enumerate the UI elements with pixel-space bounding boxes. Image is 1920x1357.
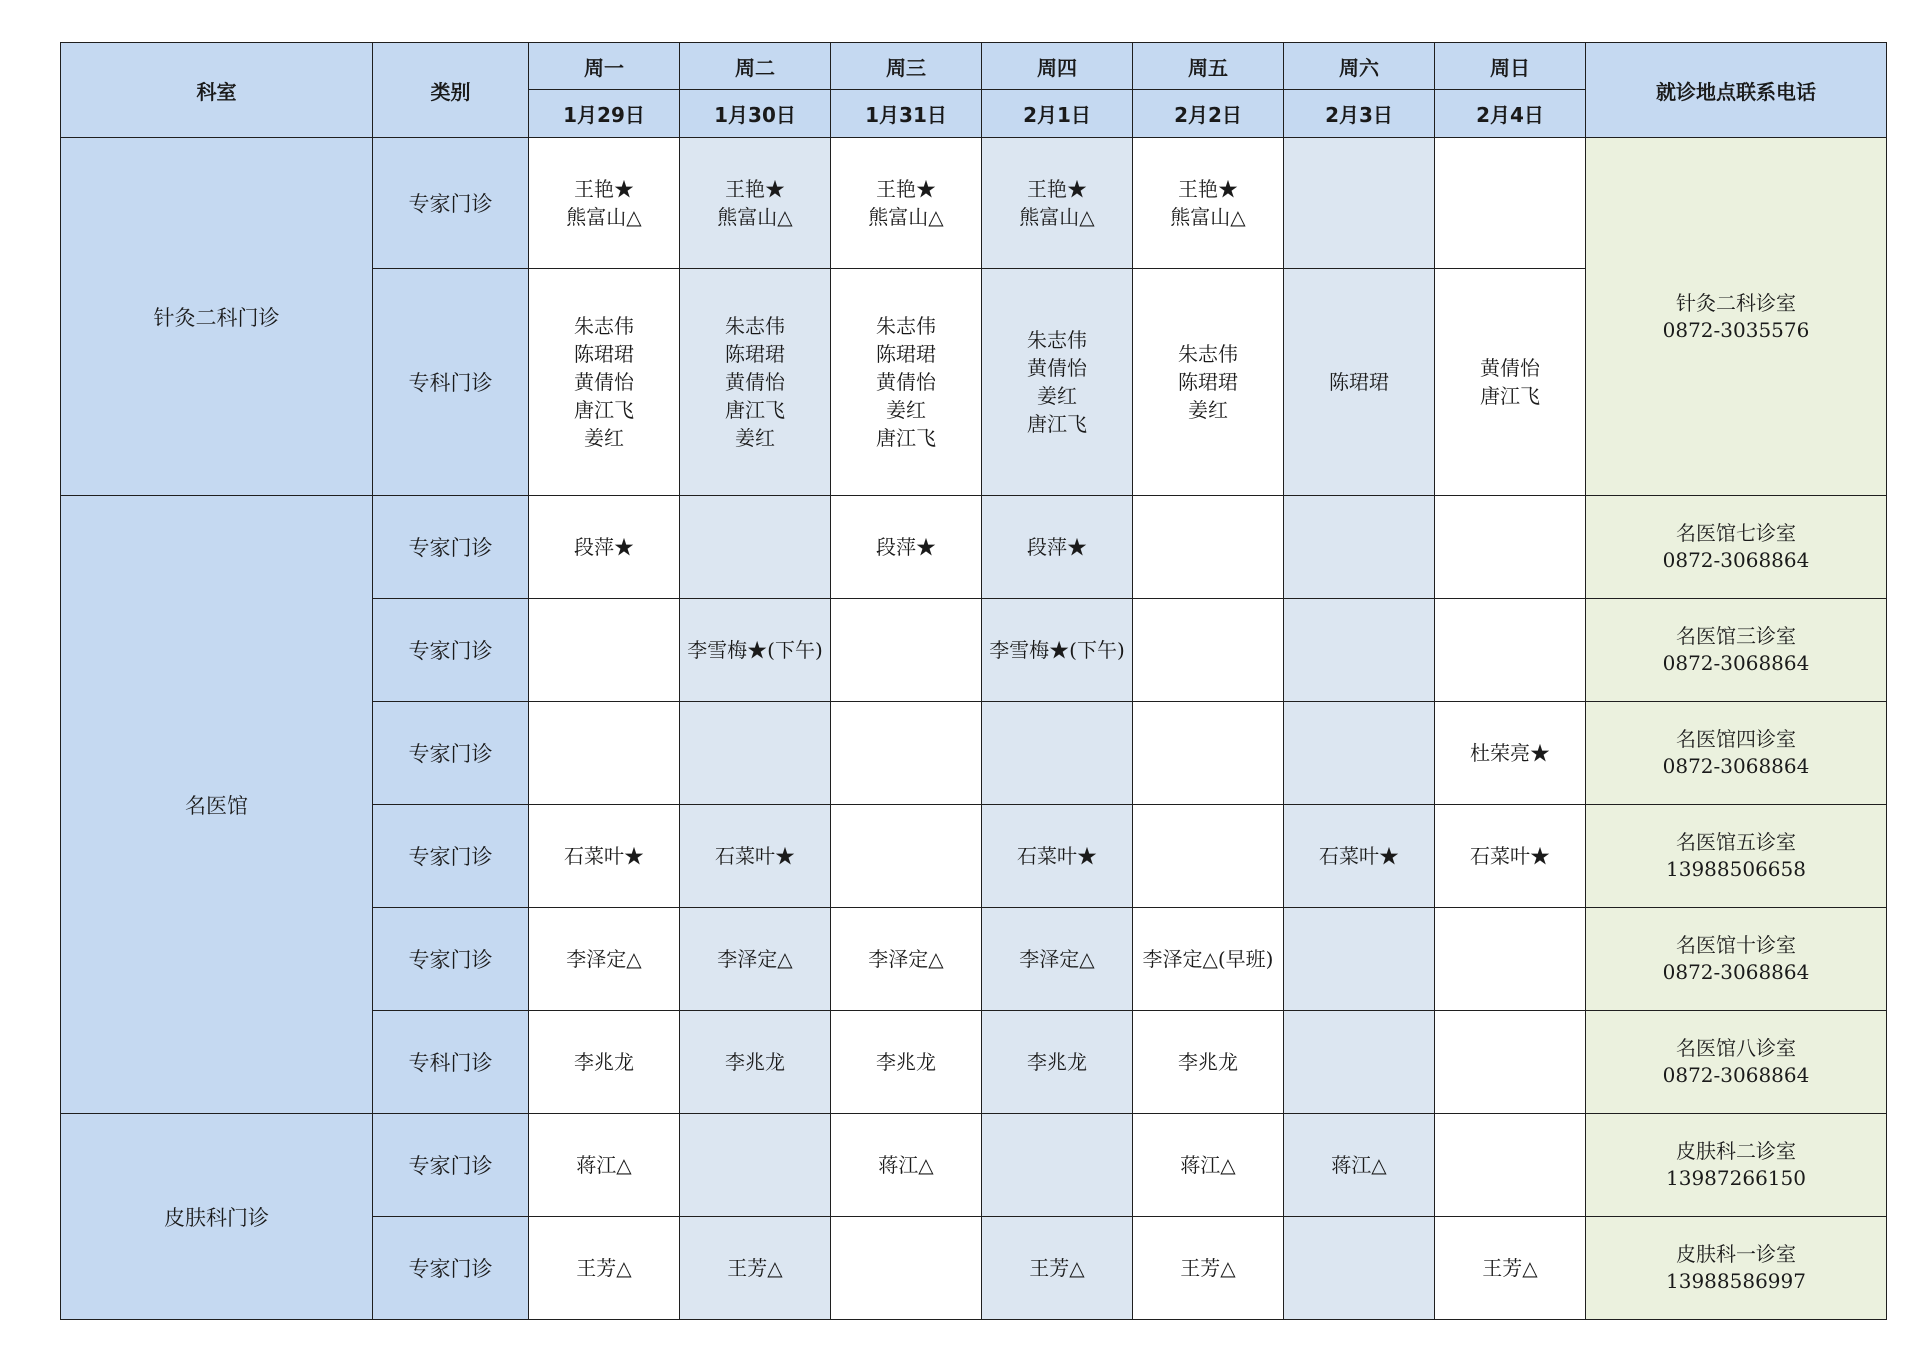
location-name: 皮肤科二诊室 (1676, 1139, 1796, 1163)
schedule-cell-sun (1435, 269, 1586, 496)
doctor-name: 姜红 (1188, 398, 1228, 422)
schedule-cell-wed (831, 1011, 982, 1114)
schedule-cell-tue (680, 269, 831, 496)
schedule-cell-tue (680, 1114, 831, 1217)
schedule-cell-wed (831, 269, 982, 496)
location-contact-cell (1586, 496, 1887, 599)
doctor-name: 李泽定△(早班) (1142, 947, 1274, 971)
doctor-name: 黄倩怡 (574, 370, 634, 394)
schedule-cell-mon (529, 496, 680, 599)
weekday-header-sun: 周日 (1435, 43, 1586, 90)
schedule-cell-mon (529, 269, 680, 496)
schedule-cell-fri (1133, 702, 1284, 805)
location-name: 名医馆五诊室 (1676, 830, 1796, 854)
doctor-name: 王芳△ (1482, 1256, 1538, 1280)
weekday-header-tue: 周二 (680, 43, 831, 90)
department-name: 名医馆 (61, 496, 373, 1114)
schedule-cell-tue (680, 599, 831, 702)
schedule-cell-thu (982, 138, 1133, 269)
schedule-cell-thu (982, 496, 1133, 599)
schedule-cell-tue (680, 908, 831, 1011)
schedule-cell-fri (1133, 1114, 1284, 1217)
doctor-name: 王艳★ (1027, 177, 1087, 201)
doctor-name: 石菜叶★ (1319, 844, 1399, 868)
date-header-tue: 1月30日 (680, 90, 831, 138)
doctor-name: 朱志伟 (1178, 342, 1238, 366)
location-name: 皮肤科一诊室 (1676, 1242, 1796, 1266)
doctor-name: 李泽定△ (1019, 947, 1095, 971)
doctor-name: 王芳△ (1180, 1256, 1236, 1280)
category-cell: 专科门诊 (373, 269, 529, 496)
schedule-cell-sat (1284, 908, 1435, 1011)
doctor-name: 蒋江△ (878, 1153, 934, 1177)
doctor-name: 王芳△ (576, 1256, 632, 1280)
category-cell: 专家门诊 (373, 805, 529, 908)
schedule-cell-tue (680, 496, 831, 599)
doctor-name: 李雪梅★(下午) (989, 638, 1125, 662)
schedule-cell-sat (1284, 599, 1435, 702)
category-cell: 专家门诊 (373, 1114, 529, 1217)
category-cell: 专科门诊 (373, 1011, 529, 1114)
doctor-name: 王艳★ (1178, 177, 1238, 201)
doctor-name: 陈珺珺 (1178, 370, 1238, 394)
schedule-cell-tue (680, 702, 831, 805)
weekday-header-mon: 周一 (529, 43, 680, 90)
location-contact-cell (1586, 702, 1887, 805)
schedule-cell-sun (1435, 138, 1586, 269)
department-name: 针灸二科门诊 (61, 138, 373, 496)
doctor-name: 唐江飞 (1480, 384, 1540, 408)
schedule-cell-sun (1435, 1217, 1586, 1320)
date-header-thu: 2月1日 (982, 90, 1133, 138)
contact-phone: 0872-3068864 (1662, 1063, 1810, 1087)
doctor-name: 黄倩怡 (1027, 356, 1087, 380)
doctor-name: 姜红 (584, 426, 624, 450)
department-header: 科室 (61, 43, 373, 138)
doctor-name: 王艳★ (725, 177, 785, 201)
schedule-cell-wed (831, 1114, 982, 1217)
schedule-body (61, 138, 1887, 1320)
doctor-name: 李泽定△ (868, 947, 944, 971)
location-contact-cell (1586, 1114, 1887, 1217)
doctor-name: 李兆龙 (876, 1050, 936, 1074)
schedule-cell-thu (982, 1217, 1133, 1320)
doctor-name: 唐江飞 (574, 398, 634, 422)
doctor-name: 熊富山△ (1019, 205, 1095, 229)
doctor-name: 石菜叶★ (1470, 844, 1550, 868)
schedule-cell-mon (529, 1217, 680, 1320)
schedule-cell-mon (529, 1011, 680, 1114)
schedule-cell-tue (680, 1217, 831, 1320)
doctor-name: 唐江飞 (876, 426, 936, 450)
schedule-cell-sat (1284, 1217, 1435, 1320)
doctor-name: 王艳★ (876, 177, 936, 201)
schedule-cell-mon (529, 908, 680, 1011)
doctor-name: 唐江飞 (1027, 412, 1087, 436)
category-cell: 专家门诊 (373, 702, 529, 805)
doctor-name: 蒋江△ (576, 1153, 632, 1177)
doctor-name: 黄倩怡 (876, 370, 936, 394)
doctor-name: 熊富山△ (1170, 205, 1246, 229)
location-name: 针灸二科诊室 (1676, 290, 1796, 315)
location-name: 名医馆四诊室 (1676, 727, 1796, 751)
schedule-cell-mon (529, 599, 680, 702)
location-contact-cell (1586, 805, 1887, 908)
schedule-cell-thu (982, 805, 1133, 908)
contact-phone: 0872-3068864 (1662, 960, 1810, 984)
schedule-cell-wed (831, 138, 982, 269)
schedule-cell-thu (982, 599, 1133, 702)
location-name: 名医馆七诊室 (1676, 521, 1796, 545)
table-row (61, 496, 1887, 599)
doctor-name: 段萍★ (574, 535, 634, 559)
schedule-cell-sun (1435, 1114, 1586, 1217)
doctor-name: 王艳★ (574, 177, 634, 201)
doctor-name: 熊富山△ (566, 205, 642, 229)
table-row (61, 138, 1887, 269)
doctor-name: 唐江飞 (725, 398, 785, 422)
contact-phone: 0872-3068864 (1662, 754, 1810, 778)
schedule-cell-sat (1284, 702, 1435, 805)
schedule-cell-sat (1284, 269, 1435, 496)
schedule-cell-tue (680, 138, 831, 269)
doctor-name: 黄倩怡 (725, 370, 785, 394)
contact-phone: 13988506658 (1666, 857, 1806, 881)
doctor-name: 蒋江△ (1331, 1153, 1387, 1177)
doctor-name: 陈珺珺 (1329, 370, 1389, 394)
schedule-cell-sat (1284, 1011, 1435, 1114)
schedule-cell-sun (1435, 496, 1586, 599)
doctor-name: 石菜叶★ (564, 844, 644, 868)
schedule-cell-fri (1133, 269, 1284, 496)
doctor-name: 李雪梅★(下午) (687, 638, 823, 662)
schedule-cell-sat (1284, 805, 1435, 908)
doctor-name: 朱志伟 (574, 314, 634, 338)
date-header-fri: 2月2日 (1133, 90, 1284, 138)
location-contact-cell (1586, 908, 1887, 1011)
location-contact-cell (1586, 138, 1887, 496)
schedule-cell-thu (982, 908, 1133, 1011)
department-name: 皮肤科门诊 (61, 1114, 373, 1320)
schedule-cell-sun (1435, 805, 1586, 908)
doctor-name: 王芳△ (1029, 1256, 1085, 1280)
date-header-mon: 1月29日 (529, 90, 680, 138)
location-contact-cell (1586, 599, 1887, 702)
doctor-name: 熊富山△ (868, 205, 944, 229)
doctor-name: 王芳△ (727, 1256, 783, 1280)
doctor-name: 陈珺珺 (574, 342, 634, 366)
weekday-header-fri: 周五 (1133, 43, 1284, 90)
schedule-cell-fri (1133, 908, 1284, 1011)
location-contact-cell (1586, 1217, 1887, 1320)
schedule-cell-mon (529, 138, 680, 269)
schedule-cell-sun (1435, 1011, 1586, 1114)
doctor-name: 陈珺珺 (876, 342, 936, 366)
category-cell: 专家门诊 (373, 599, 529, 702)
schedule-cell-sun (1435, 702, 1586, 805)
category-cell: 专家门诊 (373, 138, 529, 269)
schedule-cell-thu (982, 1011, 1133, 1114)
schedule-table (60, 42, 1887, 1320)
doctor-name: 李泽定△ (566, 947, 642, 971)
doctor-name: 朱志伟 (725, 314, 785, 338)
doctor-name: 李兆龙 (574, 1050, 634, 1074)
doctor-name: 段萍★ (1027, 535, 1087, 559)
doctor-name: 姜红 (735, 426, 775, 450)
doctor-name: 黄倩怡 (1480, 356, 1540, 380)
schedule-cell-thu (982, 269, 1133, 496)
doctor-name: 李兆龙 (1178, 1050, 1238, 1074)
location-name: 名医馆十诊室 (1676, 933, 1796, 957)
location-name: 名医馆三诊室 (1676, 624, 1796, 648)
doctor-name: 段萍★ (876, 535, 936, 559)
location-name: 名医馆八诊室 (1676, 1036, 1796, 1060)
date-header-wed: 1月31日 (831, 90, 982, 138)
doctor-name: 朱志伟 (1027, 328, 1087, 352)
schedule-cell-fri (1133, 496, 1284, 599)
schedule-cell-wed (831, 599, 982, 702)
schedule-cell-fri (1133, 1011, 1284, 1114)
weekday-header-thu: 周四 (982, 43, 1133, 90)
schedule-cell-mon (529, 702, 680, 805)
doctor-name: 朱志伟 (876, 314, 936, 338)
doctor-name: 李兆龙 (1027, 1050, 1087, 1074)
weekday-header-sat: 周六 (1284, 43, 1435, 90)
schedule-cell-sat (1284, 496, 1435, 599)
doctor-name: 石菜叶★ (715, 844, 795, 868)
doctor-name: 杜荣亮★ (1470, 741, 1550, 765)
date-header-sat: 2月3日 (1284, 90, 1435, 138)
doctor-name: 李兆龙 (725, 1050, 785, 1074)
contact-header: 就诊地点联系电话 (1586, 43, 1887, 138)
doctor-name: 熊富山△ (717, 205, 793, 229)
schedule-cell-sat (1284, 1114, 1435, 1217)
schedule-cell-mon (529, 1114, 680, 1217)
date-header-sun: 2月4日 (1435, 90, 1586, 138)
schedule-cell-sun (1435, 599, 1586, 702)
schedule-cell-mon (529, 805, 680, 908)
location-contact-cell (1586, 1011, 1887, 1114)
schedule-cell-fri (1133, 1217, 1284, 1320)
category-cell: 专家门诊 (373, 908, 529, 1011)
doctor-name: 陈珺珺 (725, 342, 785, 366)
schedule-cell-fri (1133, 138, 1284, 269)
schedule-cell-thu (982, 702, 1133, 805)
category-cell: 专家门诊 (373, 1217, 529, 1320)
schedule-cell-thu (982, 1114, 1133, 1217)
schedule-cell-wed (831, 908, 982, 1011)
doctor-name: 李泽定△ (717, 947, 793, 971)
doctor-name: 蒋江△ (1180, 1153, 1236, 1177)
schedule-cell-wed (831, 1217, 982, 1320)
contact-phone: 0872-3035576 (1662, 317, 1810, 342)
doctor-name: 姜红 (1037, 384, 1077, 408)
schedule-cell-sun (1435, 908, 1586, 1011)
schedule-cell-tue (680, 805, 831, 908)
schedule-cell-sat (1284, 138, 1435, 269)
contact-phone: 0872-3068864 (1662, 651, 1810, 675)
table-row (61, 1114, 1887, 1217)
schedule-cell-wed (831, 702, 982, 805)
schedule-cell-fri (1133, 805, 1284, 908)
contact-phone: 0872-3068864 (1662, 548, 1810, 572)
weekday-header-wed: 周三 (831, 43, 982, 90)
schedule-cell-tue (680, 1011, 831, 1114)
contact-phone: 13987266150 (1666, 1166, 1806, 1190)
category-header: 类别 (373, 43, 529, 138)
category-cell: 专家门诊 (373, 496, 529, 599)
contact-phone: 13988586997 (1666, 1269, 1806, 1293)
schedule-cell-wed (831, 496, 982, 599)
header-row-weekdays (61, 43, 1887, 90)
doctor-name: 石菜叶★ (1017, 844, 1097, 868)
doctor-name: 姜红 (886, 398, 926, 422)
schedule-cell-fri (1133, 599, 1284, 702)
schedule-cell-wed (831, 805, 982, 908)
